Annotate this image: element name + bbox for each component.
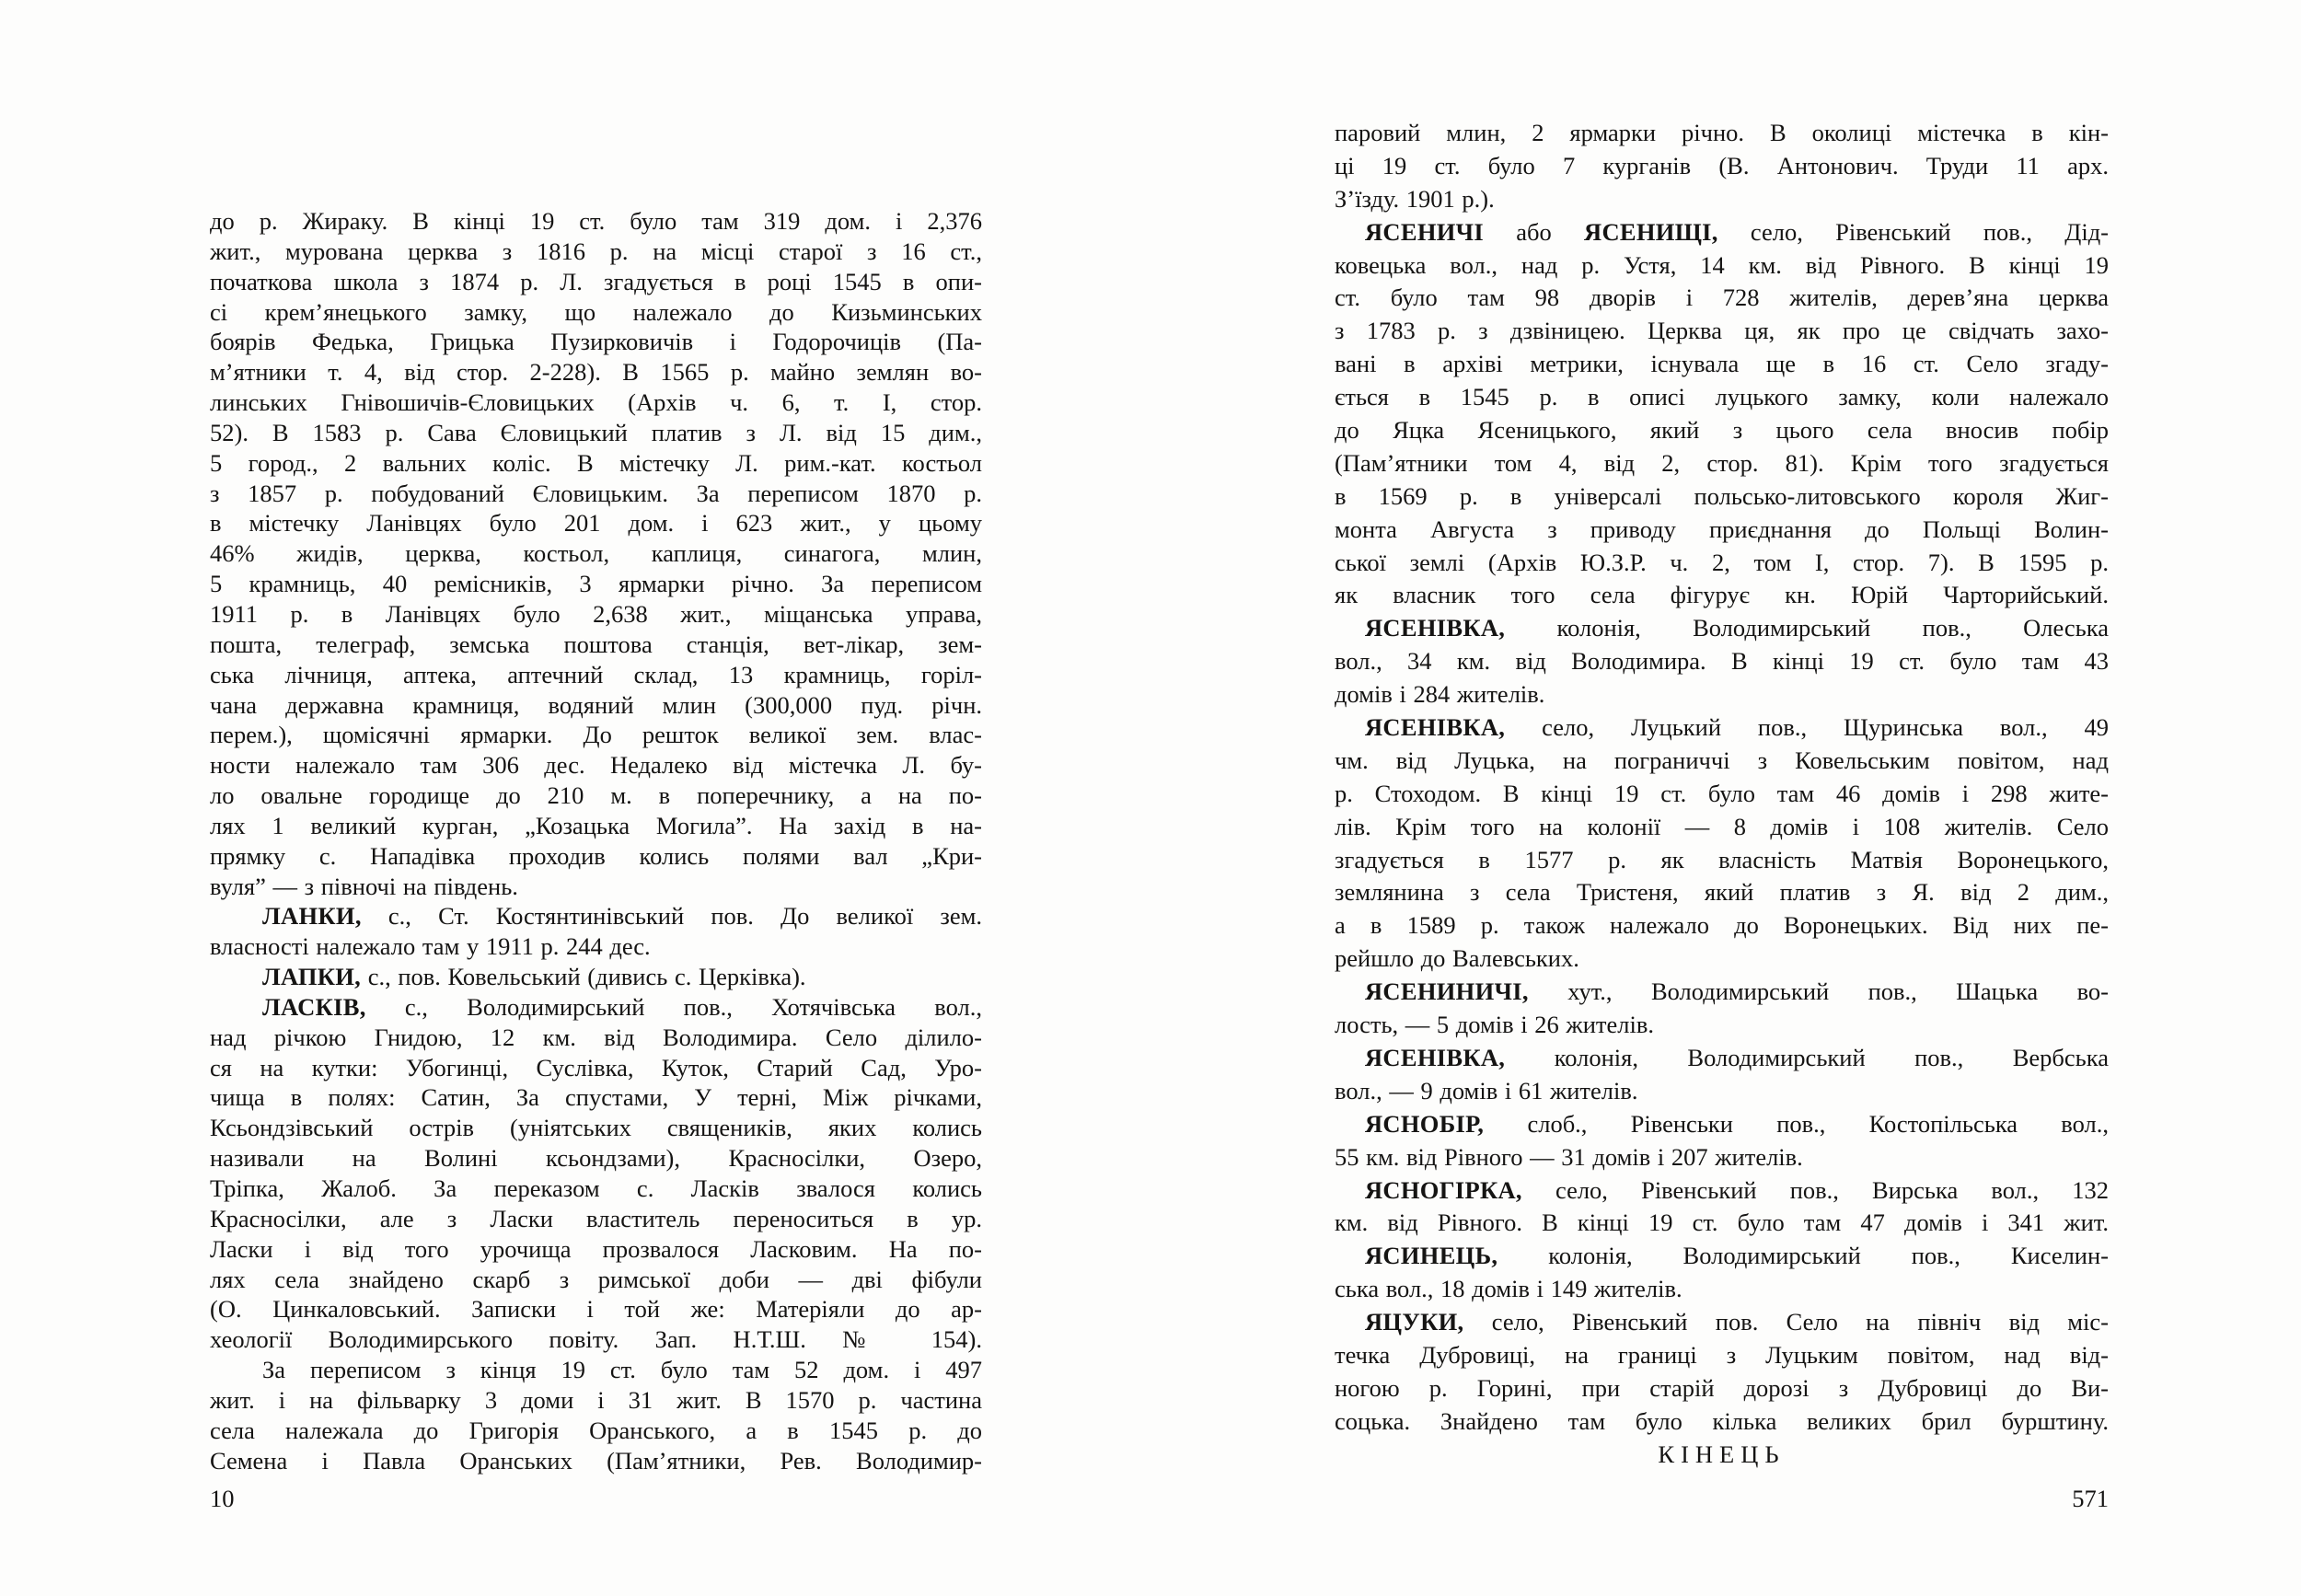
text-line [210, 297, 982, 328]
entry-headword: ЯСЕНІВКА, [1365, 614, 1506, 642]
text-segment: ковецька вол., над р. Устя, 14 км. від Рівного. В кінці 19 [1335, 250, 2109, 279]
text-segment: домів і 284 жителів. [1335, 680, 1545, 709]
text-segment: вол., 34 км. від Володимира. В кінці 19 ст. було там 43 [1335, 647, 2109, 676]
text-line [210, 327, 982, 357]
text-segment: Ласки і від того урочища прозвалося Ласковим. На по- [210, 1234, 982, 1263]
text-segment: ється в 1545 р. в описі луцького замку, коли належало [1335, 383, 2109, 411]
text-segment: село, Луцький пов., Щуринська вол., 49 [1505, 713, 2109, 742]
text-line [1335, 1207, 2109, 1240]
text-line [210, 418, 982, 448]
text-segment: до Яцка Ясеницького, який з цього села вносив побір [1335, 416, 2109, 445]
text-segment: паровий млин, 2 ярмарки річно. В околиці містечка в кін- [1335, 119, 2109, 146]
text-segment: вол., — 9 домів і 61 жителів. [1335, 1076, 1638, 1104]
text-segment: 1911 р. в Ланівцях було 2,638 жит., міщанська управа, [210, 599, 982, 628]
text-line [210, 1082, 982, 1113]
text-segment: течка Дубровиці, на границі з Луцьким повітом, над від- [1335, 1340, 2109, 1369]
text-segment: ська вол., 18 домів і 149 жителів. [1335, 1275, 1682, 1303]
text-segment: (Пам’ятники том 4, від 2, стор. 81). Крім того згадується [1335, 448, 2109, 477]
text-segment: село, Рівенський пов., Вирська вол., 132 [1521, 1175, 2109, 1204]
text-segment: ло овальне городище до 210 м. в поперечнику, а на по- [210, 781, 982, 810]
text-line [210, 992, 982, 1023]
text-segment: ська лічниця, аптека, аптечний склад, 13 крамниць, горіл- [210, 660, 982, 688]
text-line [1335, 1174, 2109, 1208]
text-segment: с., Володимирський пов., Хотячівська вол., [365, 992, 982, 1021]
page-number-left: 10 [210, 1485, 235, 1512]
text-segment: 5 город., 2 вальних коліс. В містечку Л. рим.-кат. костьол [210, 448, 982, 477]
text-line [1335, 678, 2109, 711]
text-line [210, 1234, 982, 1265]
text-line [210, 569, 982, 599]
text-line [1335, 1240, 2109, 1273]
text-segment: ської землі (Архів Ю.З.Р. ч. 2, том І, стор. 7). В 1595 р. [1335, 548, 2109, 576]
text-line [1335, 183, 2109, 216]
text-line [1335, 745, 2109, 778]
text-line [210, 841, 982, 872]
text-segment: Тріпка, Жалоб. За переказом с. Ласків звалося колись [210, 1174, 982, 1202]
text-line [1335, 811, 2109, 844]
entry-headword: ЯСИНЕЦЬ, [1365, 1242, 1498, 1270]
text-line [210, 1023, 982, 1053]
text-line [1335, 579, 2109, 612]
text-line [210, 811, 982, 841]
text-segment: колонія, Володимирський пов., Олеська [1505, 614, 2109, 642]
text-segment: ногою р. Горині, при старій дорозі з Дубровиці до Ви- [1335, 1373, 2109, 1402]
text-segment: село, Рівенський пов., Дід- [1717, 217, 2109, 246]
text-segment: слоб., Рівенськи пов., Костопільська вол., [1484, 1109, 2109, 1138]
text-segment: колонія, Володимирський пов., Киселин- [1497, 1242, 2109, 1270]
text-line [1335, 1009, 2109, 1042]
text-line [210, 1204, 982, 1234]
text-segment: линських Гнівошичів-Єловицьких (Архів ч. 6, т. І, стор. [210, 388, 982, 417]
text-line [1335, 876, 2109, 909]
text-line [1335, 348, 2109, 381]
text-line [210, 448, 982, 479]
text-segment: 52). В 1583 р. Сава Єловицький платив з Л. від 15 дим., [210, 418, 982, 446]
text-segment: чища в полях: Сатин, За спустами, У терні, Між річками, [210, 1083, 982, 1112]
text-segment: лів. Крім того на колонії — 8 домів і 108 жителів. Село [1335, 812, 2109, 840]
text-segment: рейшло до Валевських. [1335, 944, 1579, 973]
text-segment: жит., мурована церква з 1816 р. на місці старої з 16 ст., [210, 237, 982, 265]
text-line [1335, 1372, 2109, 1405]
text-line [1335, 547, 2109, 580]
text-segment: колонія, Володимирський пов., Вербська [1505, 1043, 2109, 1071]
text-line [210, 357, 982, 387]
right-page-text-column [1335, 117, 2109, 1472]
text-line [1335, 778, 2109, 811]
text-line [210, 1385, 982, 1416]
text-line [210, 962, 982, 992]
text-line [210, 1265, 982, 1295]
text-segment: (О. Цинкаловський. Записки і той же: Матеріяли до ар- [210, 1295, 982, 1324]
text-line [1335, 150, 2109, 183]
text-line [1335, 1042, 2109, 1075]
text-line [1335, 514, 2109, 547]
text-line [210, 872, 982, 902]
text-line [210, 1053, 982, 1083]
text-line [1335, 381, 2109, 414]
left-page-text-column [210, 206, 982, 1475]
text-line [210, 1355, 982, 1385]
text-line [210, 720, 982, 750]
text-line [1335, 447, 2109, 480]
entry-headword: ЛАПКИ, [262, 963, 362, 991]
text-segment: За переписом з кінця 19 ст. було там 52 дом. і 497 [262, 1356, 982, 1384]
text-line [210, 508, 982, 538]
entry-headword: ЯСЕНИЧІ [1365, 217, 1485, 246]
text-segment: хеології Володимирського повіту. Зап. Н.Т.Ш. № 154). [210, 1325, 982, 1354]
entry-headword: ЯСЕНИЩІ, [1584, 217, 1718, 246]
text-segment: початкова школа з 1874 р. Л. згадується в році 1545 в опи- [210, 267, 982, 295]
text-line [1335, 117, 2109, 150]
text-line [1335, 1339, 2109, 1372]
text-segment: або [1484, 217, 1585, 246]
text-line [210, 901, 982, 931]
text-segment: КІНЕЦЬ [1658, 1440, 1786, 1468]
entry-headword: ЯЦУКИ, [1365, 1308, 1464, 1336]
text-segment: власності належало там у 1911 р. 244 дес. [210, 932, 651, 961]
text-line [210, 1143, 982, 1174]
text-segment: як власник того села фігурує кн. Юрій Чарторийський. [1335, 581, 2109, 609]
text-segment: села належала до Григорія Оранського, а в 1545 р. до [210, 1416, 982, 1444]
text-line [1335, 1108, 2109, 1141]
text-line [1335, 844, 2109, 877]
text-segment: лях 1 великий курган, „Козацька Могила”. На захід в на- [210, 811, 982, 839]
text-segment: ст. було там 98 дворів і 728 жителів, дерев’яна церква [1335, 283, 2109, 312]
text-segment: ці 19 ст. було 7 курганів (В. Антонович. Труди 11 арх. [1335, 151, 2109, 179]
text-segment: називали на Волині ксьондзами), Красносілки, Озеро, [210, 1144, 982, 1173]
text-line [1335, 645, 2109, 678]
text-line [210, 630, 982, 660]
text-line [1335, 480, 2109, 514]
text-segment: чм. від Луцька, на пограниччі з Ковельським повітом, над [1335, 746, 2109, 774]
text-line [210, 1174, 982, 1204]
text-line [210, 387, 982, 418]
text-segment: с., Ст. Костянтинівський пов. До великої зем. [361, 902, 982, 931]
text-segment: згадується в 1577 р. як власність Матвія Воронецького, [1335, 845, 2109, 873]
text-segment: до р. Жираку. В кінці 19 ст. було там 319 дом. і 2,376 [210, 207, 982, 235]
text-segment: З’їзду. 1901 р.). [1335, 184, 1495, 213]
text-line [1335, 249, 2109, 283]
text-line [1335, 612, 2109, 645]
text-segment: сі крем’янецького замку, що належало до Кизьминських [210, 297, 982, 326]
text-line [1335, 976, 2109, 1009]
text-line [1335, 943, 2109, 976]
text-line [1335, 1306, 2109, 1339]
text-line [210, 599, 982, 630]
text-segment: жит. і на фільварку 3 доми і 31 жит. В 1570 р. частина [210, 1385, 982, 1414]
entry-headword: ЛАНКИ, [262, 902, 362, 931]
text-segment: з 1857 р. побудований Єловицьким. За переписом 1870 р. [210, 479, 982, 507]
text-segment: 55 км. від Рівного — 31 домів і 207 жителів. [1335, 1142, 1803, 1171]
text-line [1335, 711, 2109, 745]
text-line [210, 1416, 982, 1446]
text-line [210, 1446, 982, 1476]
text-segment: боярів Федька, Грицька Пузирковичів і Годорочиців (Па- [210, 328, 982, 356]
text-segment: хут., Володимирський пов., Шацька во- [1528, 977, 2109, 1006]
text-line [210, 660, 982, 690]
text-line [1335, 1075, 2109, 1108]
text-line [210, 931, 982, 962]
text-segment: м’ятники т. 4, від стор. 2-228). В 1565 р. майно землян во- [210, 358, 982, 387]
page-number-right: 571 [2072, 1485, 2109, 1512]
entry-headword: ЯСНОБІР, [1365, 1109, 1485, 1138]
text-segment: монта Августа з приводу приєднання до Польщі Волин- [1335, 515, 2109, 543]
end-heading [1335, 1439, 2109, 1472]
text-segment: чана державна крамниця, водяний млин (300,000 пуд. річн. [210, 690, 982, 719]
text-line [210, 1324, 982, 1355]
text-segment: 46% жидів, церква, костьол, каплиця, синагога, млин, [210, 539, 982, 568]
entry-headword: ЯСЕНИНИЧІ, [1365, 977, 1529, 1006]
text-line [210, 267, 982, 297]
entry-headword: ЯСНОГІРКА, [1365, 1175, 1522, 1204]
text-segment: лях села знайдено скарб з римської доби — дві фібули [210, 1265, 982, 1293]
entry-headword: ЯСЕНІВКА, [1365, 1043, 1506, 1071]
text-line [1335, 414, 2109, 447]
text-line [210, 237, 982, 267]
text-line [1335, 282, 2109, 315]
text-line [1335, 1273, 2109, 1306]
text-line [1335, 1141, 2109, 1174]
text-line [210, 538, 982, 569]
text-segment: а в 1589 р. також належало до Воронецьких. Від них пе- [1335, 911, 2109, 940]
entry-headword: ЯСЕНІВКА, [1365, 713, 1506, 742]
text-segment: км. від Рівного. В кінці 19 ст. було там 47 домів і 341 жит. [1335, 1209, 2109, 1237]
text-segment: Ксьондзівський острів (уніятських священиків, яких колись [210, 1114, 982, 1142]
text-line [210, 1113, 982, 1143]
text-segment: ности належало там 306 дес. Недалеко від містечка Л. бу- [210, 751, 982, 780]
text-segment: вуля” — з півночі на південь. [210, 872, 518, 900]
text-segment: в містечку Ланівцях було 201 дом. і 623 жит., у цьому [210, 509, 982, 538]
text-segment: землянина з села Тристеня, який платив з Я. від 2 дим., [1335, 878, 2109, 907]
text-segment: вані в архіві метрики, існувала ще в 16 ст. Село згаду- [1335, 350, 2109, 378]
text-segment: з 1783 р. з дзвіницею. Церква ця, як про це свідчать захо- [1335, 317, 2109, 345]
text-line [1335, 909, 2109, 943]
text-line [210, 479, 982, 509]
text-line [1335, 1405, 2109, 1439]
text-segment: перем.), щомісячні ярмарки. До решток великої зем. влас- [210, 721, 982, 749]
text-line [210, 1294, 982, 1324]
text-segment: пошта, телеграф, земська поштова станція, вет-лікар, зем- [210, 630, 982, 658]
text-segment: р. Стоходом. В кінці 19 ст. було там 46 домів і 298 жите- [1335, 779, 2109, 807]
text-segment: лость, — 5 домів і 26 жителів. [1335, 1011, 1654, 1039]
text-segment: село, Рівенський пов. Село на північ від міс- [1463, 1308, 2109, 1336]
entry-headword: ЛАСКІВ, [262, 992, 366, 1021]
text-segment: соцька. Знайдено там було кілька великих брил бурштину. [1335, 1406, 2109, 1435]
text-line [210, 690, 982, 721]
text-line [210, 750, 982, 781]
text-line [210, 781, 982, 811]
text-segment: Семена і Павла Оранських (Пам’ятники, Рев. Володимир- [210, 1446, 982, 1475]
text-line [1335, 216, 2109, 249]
text-segment: ся на кутки: Убогинці, Суслівка, Куток, Старий Сад, Уро- [210, 1053, 982, 1081]
text-segment: прямку с. Нападівка проходив колись полями вал „Кри- [210, 841, 982, 870]
text-line [1335, 315, 2109, 348]
text-segment: над річкою Гнидою, 12 км. від Володимира. Село ділило- [210, 1023, 982, 1051]
text-segment: с., пов. Ковельський (дивись с. Церківка). [361, 963, 806, 991]
text-line [210, 206, 982, 237]
text-segment: в 1569 р. в універсалі польсько-литовського короля Жиг- [1335, 481, 2109, 510]
text-segment: 5 крамниць, 40 ремісників, 3 ярмарки річно. За переписом [210, 570, 982, 598]
text-segment: Красносілки, але з Ласки властитель переноситься в ур. [210, 1204, 982, 1232]
